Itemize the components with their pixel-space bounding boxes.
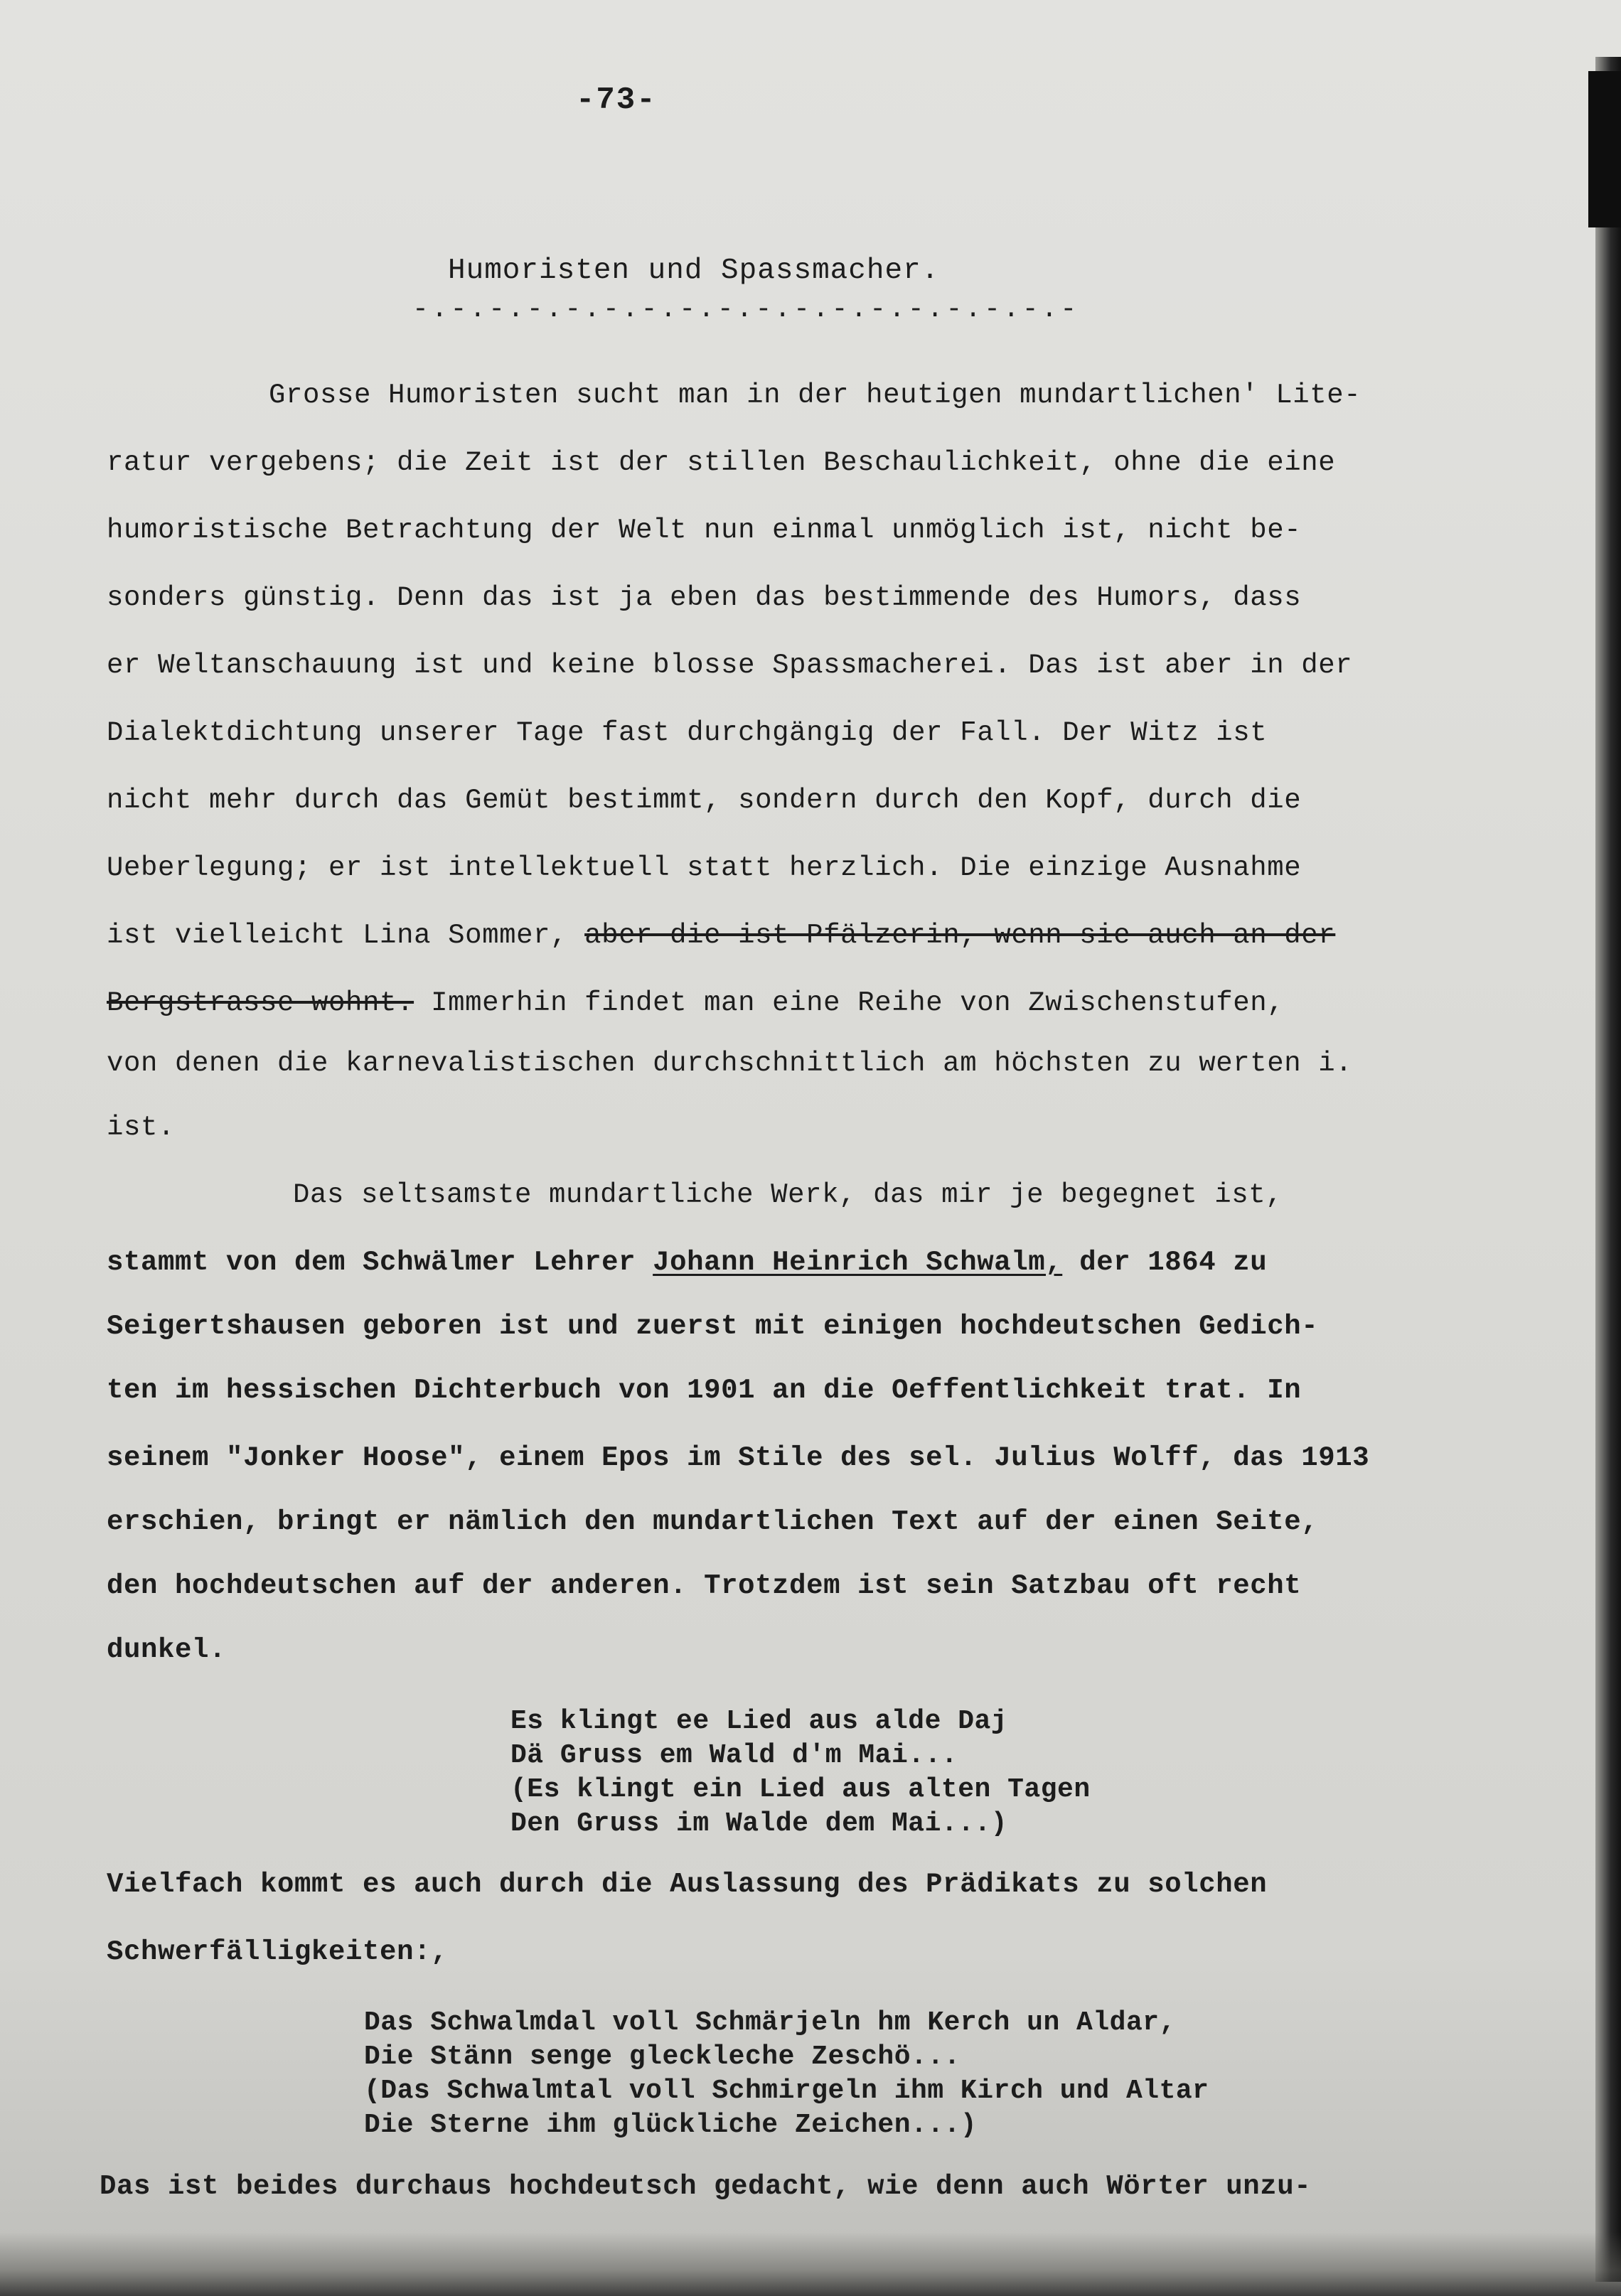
paragraph-1-line-3: humoristische Betrachtung der Welt nun einmal unmöglich ist, nicht be-: [107, 515, 1302, 546]
line-9-text: ist vielleicht Lina Sommer,: [107, 920, 568, 951]
paragraph-1-line-6: Dialektdichtung unserer Tage fast durchgängig der Fall. Der Witz ist: [107, 717, 1268, 749]
paragraph-1-line-1: Grosse Humoristen sucht man in der heutigen mundartlichen' Lite-: [269, 380, 1361, 411]
paragraph-4-line-1: Das ist beides durchaus hochdeutsch gedacht, wie denn auch Wörter unzu-: [100, 2171, 1312, 2202]
paragraph-1-line-12: ist.: [107, 1112, 176, 1143]
verse-2-line-3: (Das Schwalmtal voll Schmirgeln ihm Kirch und Altar: [364, 2076, 1209, 2106]
scan-bottom-shadow: [0, 2232, 1621, 2296]
line-text: stammt von dem Schwälmer Lehrer: [107, 1247, 636, 1278]
verse-1-line-2: Dä Gruss em Wald d'm Mai...: [510, 1740, 958, 1771]
line-text: der 1864 zu: [1079, 1247, 1268, 1278]
paragraph-1-line-4: sonders günstig. Denn das ist ja eben das bestimmende des Humors, dass: [107, 582, 1302, 613]
paragraph-1-line-7: nicht mehr durch das Gemüt bestimmt, sondern durch den Kopf, durch die: [107, 785, 1302, 816]
paragraph-2-line-6: erschien, bringt er nämlich den mundartlichen Text auf der einen Seite,: [107, 1506, 1319, 1538]
verse-2-line-2: Die Stänn senge gleckleche Zeschö...: [364, 2042, 961, 2072]
paragraph-1-line-5: er Weltanschauung ist und keine blosse Spassmacherei. Das ist aber in der: [107, 650, 1353, 681]
paragraph-2-line-1: Das seltsamste mundartliche Werk, das mir je begegnet ist,: [293, 1179, 1283, 1211]
line-10-text: Immerhin findet man eine Reihe von Zwischenstufen,: [431, 987, 1285, 1019]
verse-2-line-4: Die Sterne ihm glückliche Zeichen...): [364, 2110, 978, 2140]
paragraph-1-line-9: [107, 918, 1571, 953]
verse-1-line-4: Den Gruss im Walde dem Mai...): [510, 1808, 1008, 1839]
section-title: Humoristen und Spassmacher.: [448, 254, 940, 287]
paragraph-3-line-1: Vielfach kommt es auch durch die Auslassung des Prädikats zu solchen: [107, 1869, 1268, 1900]
struck-text: Bergstrasse wohnt.: [107, 987, 414, 1019]
paragraph-2-line-4: ten im hessischen Dichterbuch von 1901 an die Oeffentlichkeit trat. In: [107, 1375, 1302, 1406]
page-number: -73-: [576, 82, 657, 118]
paragraph-1-line-10: [107, 986, 1571, 1020]
struck-text: aber die ist Pfälzerin, wenn sie auch an der: [584, 920, 1336, 951]
paragraph-1-line-11: von denen die karnevalistischen durchschnittlich am höchsten zu werten i.: [107, 1048, 1353, 1079]
paragraph-2-line-7: den hochdeutschen auf der anderen. Trotzdem ist sein Satzbau oft recht: [107, 1570, 1302, 1602]
verse-1-line-1: Es klingt ee Lied aus alde Daj: [510, 1706, 1008, 1737]
paragraph-1-line-2: ratur vergebens; die Zeit ist der stillen Beschaulichkeit, ohne die eine: [107, 447, 1336, 478]
scan-right-tab: [1588, 71, 1621, 227]
paragraph-2-line-8: dunkel.: [107, 1634, 227, 1665]
verse-1-line-3: (Es klingt ein Lied aus alten Tagen: [510, 1774, 1091, 1805]
title-rule: -.-.-.-.-.-.-.-.-.-.-.-.-.-.-.-.-.-: [412, 294, 1080, 325]
underlined-author-name: Johann Heinrich Schwalm,: [653, 1247, 1063, 1278]
paragraph-2-line-5: seinem "Jonker Hoose", einem Epos im Stile des sel. Julius Wolff, das 1913: [107, 1442, 1370, 1474]
paragraph-2-line-3: Seigertshausen geboren ist und zuerst mit einigen hochdeutschen Gedich-: [107, 1311, 1319, 1342]
verse-2-line-1: Das Schwalmdal voll Schmärjeln hm Kerch un Aldar,: [364, 2007, 1176, 2038]
paragraph-2-line-2: [107, 1245, 1571, 1280]
paragraph-3-line-2: Schwerfälligkeiten:,: [107, 1936, 449, 1968]
paragraph-1-line-8: Ueberlegung; er ist intellektuell statt herzlich. Die einzige Ausnahme: [107, 852, 1302, 884]
